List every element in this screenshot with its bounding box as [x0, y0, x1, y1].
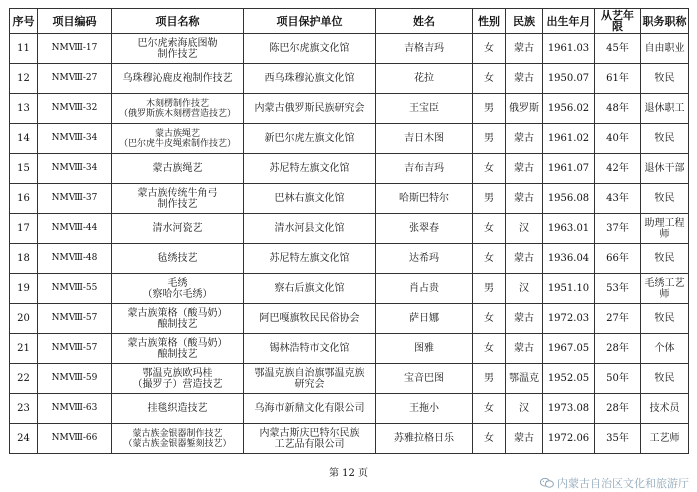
protection-unit-cell: [244, 124, 376, 154]
project-code-cell: NMⅧ-34: [38, 124, 112, 154]
inheritor-name-cell: 宝音巴图: [376, 364, 473, 394]
project-code-cell: NMⅧ-17: [38, 34, 112, 64]
protection-unit-cell: [244, 304, 376, 334]
project-name-cell-line: （巴尔虎牛皮绳索制作技艺）: [118, 138, 236, 149]
ethnicity-cell: 俄罗斯: [506, 94, 543, 124]
inheritor-name-cell: 张翠春: [376, 214, 473, 244]
project-name-cell-line: 酿制技艺: [157, 348, 198, 360]
row-number-cell: 22: [10, 364, 38, 394]
protection-unit-cell-line: 乌海市新鼎文化有限公司: [254, 403, 365, 414]
sex-cell: 男: [473, 124, 506, 154]
project-name-cell-line: 制作技艺: [157, 48, 198, 60]
row-number-cell: 11: [10, 34, 38, 64]
sex-cell: 男: [473, 184, 506, 214]
birth-date-cell: 1950.07: [543, 64, 595, 94]
project-code-cell: NMⅧ-59: [38, 364, 112, 394]
table-row: [10, 94, 689, 124]
protection-unit-cell: [244, 64, 376, 94]
project-name-cell-line: 挂毯织造技艺: [147, 403, 208, 414]
inheritor-name-cell: 王拖小: [376, 394, 473, 424]
inheritor-name-cell: 萨日娜: [376, 304, 473, 334]
sex-cell: 女: [473, 244, 506, 274]
project-name-cell-line: 清水河瓷艺: [152, 223, 203, 234]
header-cell: 项目保护单位: [244, 9, 376, 34]
protection-unit-cell-line: 巴林右旗文化馆: [274, 193, 345, 204]
table-row: [10, 334, 689, 364]
years-practiced-cell: 45年: [595, 34, 641, 64]
project-name-cell: [112, 424, 244, 454]
row-number-cell: 24: [10, 424, 38, 454]
project-name-cell-line: 鄂温克族欧玛桂: [142, 367, 213, 379]
ethnicity-cell: 汉: [506, 214, 543, 244]
job-title-cell: 牧民: [641, 184, 689, 214]
birth-date-cell: 1972.03: [543, 304, 595, 334]
job-title-cell: 牧民: [641, 244, 689, 274]
sex-cell: 男: [473, 274, 506, 304]
job-title-cell: 助理工程师: [641, 214, 689, 244]
protection-unit-cell-line: 西乌珠穆沁旗文化馆: [264, 73, 355, 84]
protection-unit-cell-line: 清水河县文化馆: [274, 223, 345, 234]
page-number: 第 12 页: [328, 468, 369, 479]
row-number-cell: 17: [10, 214, 38, 244]
years-practiced-cell: 61年: [595, 64, 641, 94]
project-name-cell-line: 毛绣: [167, 277, 188, 289]
inheritor-name-cell: 苏雅拉格日乐: [376, 424, 473, 454]
ethnicity-cell: 蒙古: [506, 124, 543, 154]
row-number-cell: 13: [10, 94, 38, 124]
project-name-cell-line: 巴尔虎索海底图勒: [137, 37, 218, 49]
project-name-cell: [112, 394, 244, 424]
protection-unit-cell: [244, 94, 376, 124]
job-title-cell: 牧民: [641, 124, 689, 154]
table-row: [10, 64, 689, 94]
protection-unit-cell-line: 苏尼特左旗文化馆: [269, 253, 350, 264]
table-row: [10, 394, 689, 424]
birth-date-cell: 1967.05: [543, 334, 595, 364]
row-number-cell: 18: [10, 244, 38, 274]
sex-cell: 女: [473, 334, 506, 364]
years-practiced-cell: 28年: [595, 394, 641, 424]
project-name-cell: [112, 34, 244, 64]
header-cell: 项目编码: [38, 9, 112, 34]
job-title-cell: 自由职业: [641, 34, 689, 64]
sex-cell: 女: [473, 214, 506, 244]
project-name-cell: [112, 94, 244, 124]
project-name-cell: [112, 364, 244, 394]
protection-unit-cell-line: 察右后旗文化馆: [274, 283, 345, 294]
sex-cell: 男: [473, 94, 506, 124]
project-name-cell: [112, 334, 244, 364]
project-name-cell-line: 蒙古族绳艺: [154, 128, 200, 139]
protection-unit-cell: [244, 184, 376, 214]
inheritor-name-cell: 吉日木图: [376, 124, 473, 154]
project-name-cell-line: （蒙古族金银器錾刻技艺）: [123, 438, 232, 449]
row-number-cell: 15: [10, 154, 38, 184]
row-number-cell: 12: [10, 64, 38, 94]
wechat-icon: [540, 478, 554, 488]
birth-date-cell: 1972.06: [543, 424, 595, 454]
job-title-cell: 毛绣工艺师: [641, 274, 689, 304]
birth-date-cell: 1961.07: [543, 154, 595, 184]
birth-date-cell: 1936.04: [543, 244, 595, 274]
header-cell: 出生年月: [543, 9, 595, 34]
job-title-cell: 退休职工: [641, 94, 689, 124]
project-name-cell: [112, 304, 244, 334]
project-code-cell: NMⅧ-27: [38, 64, 112, 94]
row-number-cell: 16: [10, 184, 38, 214]
birth-date-cell: 1961.02: [543, 124, 595, 154]
inheritor-name-cell: 吉格吉玛: [376, 34, 473, 64]
job-title-cell: 技术员: [641, 394, 689, 424]
table-body: [10, 34, 689, 454]
row-number-cell: 19: [10, 274, 38, 304]
ethnicity-cell: 蒙古: [506, 244, 543, 274]
protection-unit-cell-line: 陈巴尔虎旗文化馆: [269, 43, 350, 54]
row-number-cell: 14: [10, 124, 38, 154]
header-cell: 姓名: [376, 9, 473, 34]
project-code-cell: NMⅧ-32: [38, 94, 112, 124]
project-name-cell-line: 乌珠穆沁鹿皮袍制作技艺: [122, 73, 233, 84]
row-number-cell: 21: [10, 334, 38, 364]
project-name-cell-line: 蒙古族绳艺: [152, 163, 203, 174]
project-name-cell: [112, 244, 244, 274]
inheritor-name-cell: 花拉: [376, 64, 473, 94]
years-practiced-cell: 28年: [595, 334, 641, 364]
protection-unit-cell-line: 锡林浩特市文化馆: [269, 343, 350, 354]
table-row: [10, 364, 689, 394]
birth-date-cell: 1961.03: [543, 34, 595, 64]
project-name-cell-line: 制作技艺: [157, 198, 198, 210]
header-cell: 项目名称: [112, 9, 244, 34]
birth-date-cell: 1951.10: [543, 274, 595, 304]
table-row: [10, 124, 689, 154]
inheritor-name-cell: 王宝臣: [376, 94, 473, 124]
ethnicity-cell: 蒙古: [506, 184, 543, 214]
birth-date-cell: 1956.02: [543, 94, 595, 124]
project-name-cell-line: 木刻楞制作技艺: [145, 98, 209, 109]
project-name-cell-line: 蒙古族策格（酸马奶）: [127, 307, 228, 319]
ethnicity-cell: 蒙古: [506, 64, 543, 94]
job-title-cell: 牧民: [641, 304, 689, 334]
sex-cell: 女: [473, 304, 506, 334]
project-code-cell: NMⅧ-34: [38, 154, 112, 184]
project-name-cell-line: （撮罗子）营造技艺: [132, 378, 223, 390]
project-name-cell: [112, 214, 244, 244]
protection-unit-cell: [244, 274, 376, 304]
project-name-cell: [112, 274, 244, 304]
header-cell: 职务职称: [641, 9, 689, 34]
ethnicity-cell: 蒙古: [506, 334, 543, 364]
ethnicity-cell: 汉: [506, 394, 543, 424]
sex-cell: 女: [473, 64, 506, 94]
birth-date-cell: 1963.01: [543, 214, 595, 244]
row-number-cell: 20: [10, 304, 38, 334]
project-code-cell: NMⅧ-63: [38, 394, 112, 424]
row-number-cell: 23: [10, 394, 38, 424]
project-code-cell: NMⅧ-57: [38, 334, 112, 364]
table-row: [10, 214, 689, 244]
header-cell: 从艺年限: [595, 9, 641, 34]
job-title-cell: 工艺师: [641, 424, 689, 454]
table-row: [10, 304, 689, 334]
protection-unit-cell-line: 新巴尔虎左旗文化馆: [264, 133, 355, 144]
project-name-cell-line: （察哈尔毛绣）: [142, 288, 213, 300]
project-code-cell: NMⅧ-48: [38, 244, 112, 274]
years-practiced-cell: 48年: [595, 94, 641, 124]
table-row: [10, 424, 689, 454]
ethnicity-cell: 汉: [506, 274, 543, 304]
project-name-cell-line: （俄罗斯族木刻楞营造技艺）: [118, 108, 236, 119]
project-code-cell: NMⅧ-55: [38, 274, 112, 304]
birth-date-cell: 1973.08: [543, 394, 595, 424]
header-cell: 序号: [10, 9, 38, 34]
project-name-cell-line: 毡绣技艺: [157, 253, 198, 264]
project-name-cell: [112, 64, 244, 94]
protection-unit-cell: [244, 334, 376, 364]
sex-cell: 女: [473, 154, 506, 184]
years-practiced-cell: 66年: [595, 244, 641, 274]
table-row: [10, 154, 689, 184]
watermark-text: 内蒙古自治区文化和旅游厅: [557, 477, 689, 490]
sex-cell: 女: [473, 394, 506, 424]
protection-unit-cell-line: 阿巴嘎旗牧民民俗协会: [259, 313, 360, 324]
table-row: [10, 34, 689, 64]
protection-unit-cell-line: 苏尼特左旗文化馆: [269, 163, 350, 174]
sex-cell: 女: [473, 34, 506, 64]
project-name-cell: [112, 154, 244, 184]
project-name-cell: [112, 184, 244, 214]
years-practiced-cell: 27年: [595, 304, 641, 334]
years-practiced-cell: 42年: [595, 154, 641, 184]
ethnicity-cell: 蒙古: [506, 154, 543, 184]
ethnicity-cell: 鄂温克: [506, 364, 543, 394]
project-name-cell-line: 酿制技艺: [157, 318, 198, 330]
inheritor-name-cell: 图雅: [376, 334, 473, 364]
protection-unit-cell-line: 鄂温克族自治旗鄂温克族: [254, 367, 365, 379]
protection-unit-cell-line: 研究会: [294, 378, 325, 390]
job-title-cell: 退休干部: [641, 154, 689, 184]
job-title-cell: 牧民: [641, 364, 689, 394]
project-code-cell: NMⅧ-44: [38, 214, 112, 244]
protection-unit-cell-line: 内蒙古斯庆巴特尔民族: [259, 427, 360, 439]
inheritors-table: [9, 8, 689, 454]
years-practiced-cell: 50年: [595, 364, 641, 394]
ethnicity-cell: 蒙古: [506, 304, 543, 334]
project-code-cell: NMⅧ-37: [38, 184, 112, 214]
sex-cell: 男: [473, 364, 506, 394]
project-name-cell-line: 蒙古族策格（酸马奶）: [127, 337, 228, 349]
inheritor-name-cell: 哈斯巴特尔: [376, 184, 473, 214]
watermark: [540, 475, 689, 491]
table-row: [10, 274, 689, 304]
protection-unit-cell-line: 工艺品有限公司: [274, 438, 345, 450]
years-practiced-cell: 43年: [595, 184, 641, 214]
years-practiced-cell: 35年: [595, 424, 641, 454]
protection-unit-cell: [244, 34, 376, 64]
sex-cell: 女: [473, 424, 506, 454]
ethnicity-cell: 蒙古: [506, 34, 543, 64]
project-code-cell: NMⅧ-57: [38, 304, 112, 334]
birth-date-cell: 1956.08: [543, 184, 595, 214]
protection-unit-cell: [244, 244, 376, 274]
years-practiced-cell: 40年: [595, 124, 641, 154]
inheritor-name-cell: 肖占贵: [376, 274, 473, 304]
table-row: [10, 244, 689, 274]
project-name-cell-line: 蒙古族金银器制作技艺: [132, 428, 223, 439]
ethnicity-cell: 蒙古: [506, 424, 543, 454]
job-title-cell: 个体: [641, 334, 689, 364]
protection-unit-cell: [244, 364, 376, 394]
years-practiced-cell: 53年: [595, 274, 641, 304]
header-cell: 民族: [506, 9, 543, 34]
protection-unit-cell: [244, 394, 376, 424]
project-name-cell-line: 蒙古族传统牛角弓: [137, 187, 218, 199]
project-code-cell: NMⅧ-66: [38, 424, 112, 454]
table-header-row: [10, 9, 689, 34]
protection-unit-cell-line: 内蒙古俄罗斯民族研究会: [254, 103, 365, 114]
birth-date-cell: 1952.05: [543, 364, 595, 394]
job-title-cell: 牧民: [641, 64, 689, 94]
table-row: [10, 184, 689, 214]
protection-unit-cell: [244, 214, 376, 244]
project-name-cell: [112, 124, 244, 154]
years-practiced-cell: 37年: [595, 214, 641, 244]
inheritor-name-cell: 吉布吉玛: [376, 154, 473, 184]
inheritor-name-cell: 达希玛: [376, 244, 473, 274]
protection-unit-cell: [244, 424, 376, 454]
header-cell: 性别: [473, 9, 506, 34]
protection-unit-cell: [244, 154, 376, 184]
